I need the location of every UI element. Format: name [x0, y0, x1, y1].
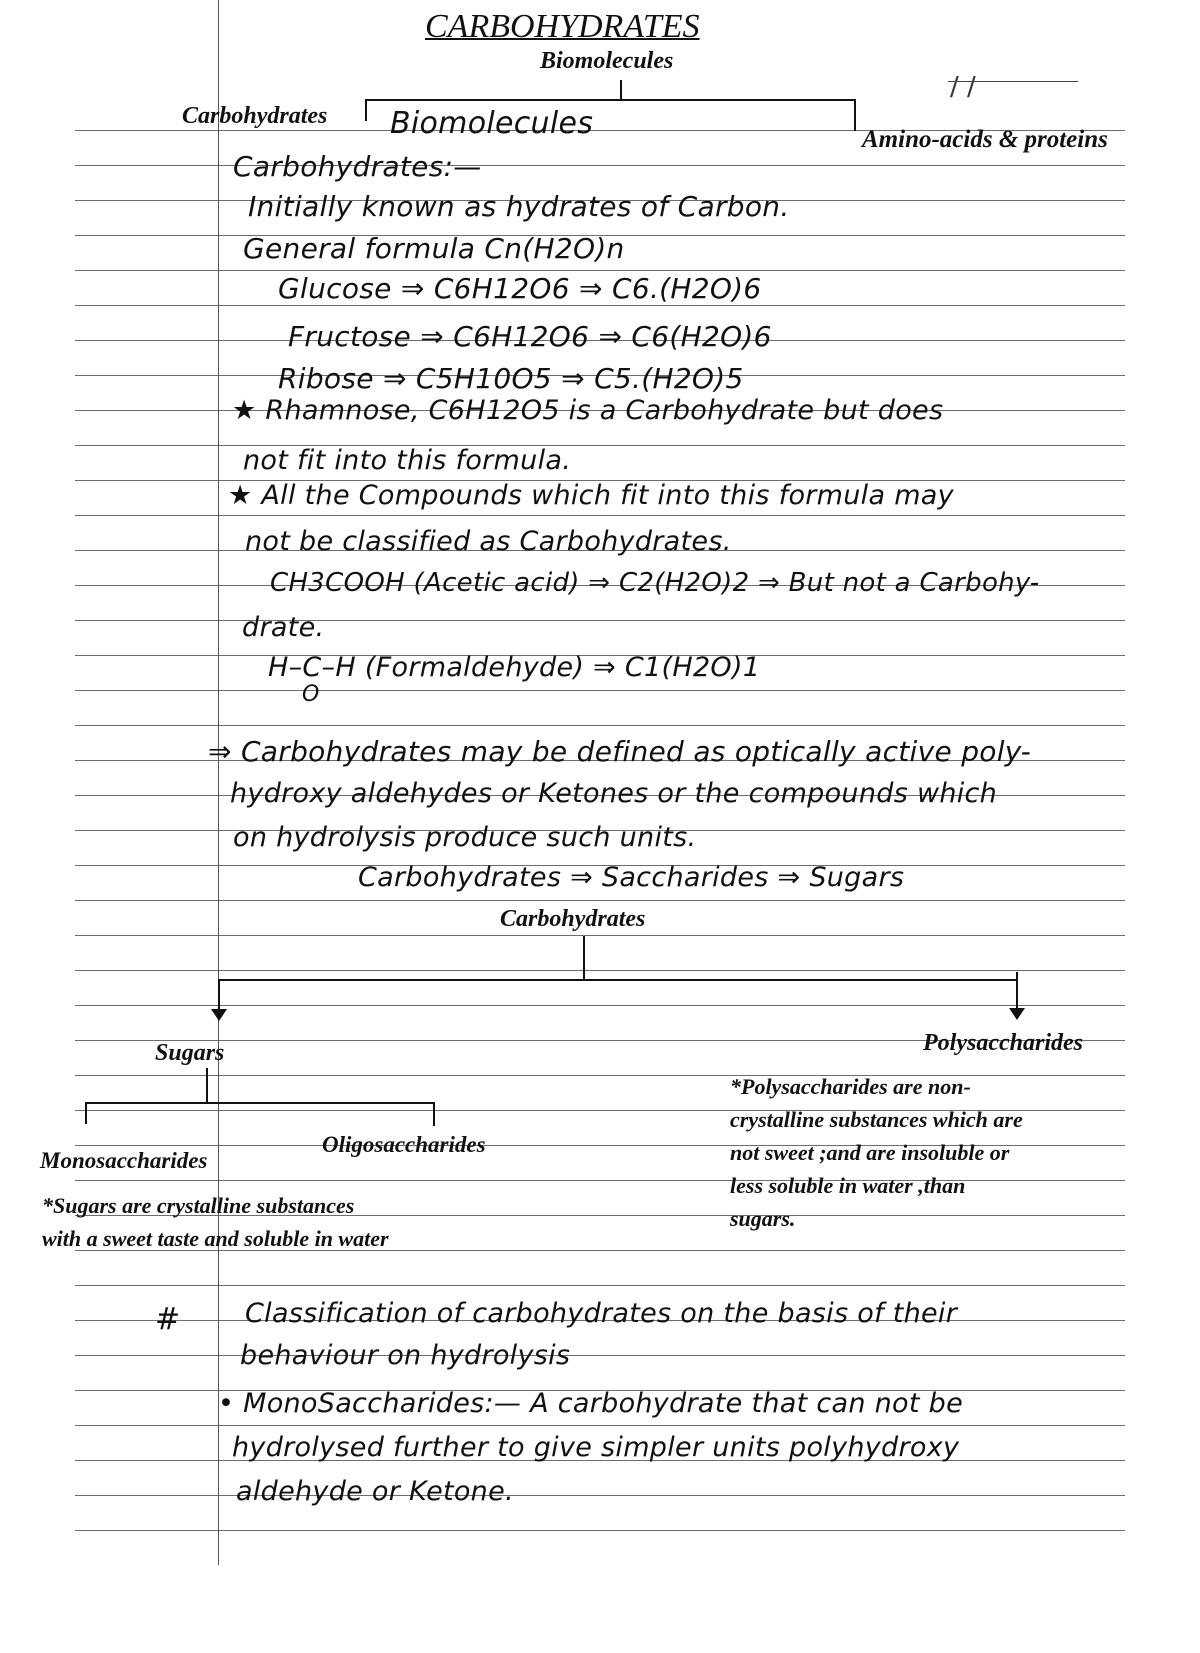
connector-line	[583, 936, 585, 980]
note-line: Ribose ⇒ C5H10O5 ⇒ C5.(H2O)5	[278, 362, 744, 395]
rule-line	[75, 305, 1125, 306]
rule-line	[75, 970, 1125, 971]
note-line: ⇒ Carbohydrates may be defined as optically active poly-	[208, 735, 1032, 768]
diagram-right-label: Amino-acids & proteins	[862, 126, 1108, 153]
note-line: Carbohydrates ⇒ Saccharides ⇒ Sugars	[358, 862, 905, 893]
diagram-root-label: Biomolecules	[540, 48, 674, 74]
sugars-label: Sugars	[155, 1040, 225, 1066]
sugars-note: with a sweet taste and soluble in water	[42, 1226, 389, 1251]
note-line: hydroxy aldehydes or Ketones or the compounds which	[230, 778, 998, 809]
note-line: H–C–H (Formaldehyde) ⇒ C1(H2O)1	[268, 652, 761, 683]
oligosaccharides-label: Oligosaccharides	[322, 1132, 486, 1157]
connector-line	[218, 979, 220, 1009]
note-line: not be classified as Carbohydrates.	[245, 526, 732, 557]
rule-line	[75, 1285, 1125, 1286]
connector-line	[365, 99, 856, 101]
connector-line	[218, 979, 1018, 981]
connector-line	[85, 1102, 87, 1124]
note-line: Initially known as hydrates of Carbon.	[248, 190, 790, 223]
arrow-down-icon	[1009, 1008, 1025, 1020]
rule-line	[75, 445, 1125, 446]
rule-line	[75, 725, 1125, 726]
rule-line	[75, 690, 1125, 691]
connector-line	[365, 99, 367, 121]
connector-line	[206, 1068, 208, 1104]
rule-line	[75, 1355, 1125, 1356]
classification-heading: Classification of carbohydrates on the basis of their	[245, 1298, 958, 1329]
note-line: General formula Cn(H2O)n	[243, 232, 625, 265]
hash-marker: #	[155, 1302, 181, 1337]
page-title: CARBOHYDRATES	[425, 8, 700, 45]
arrow-down-icon	[211, 1009, 227, 1021]
rule-line	[75, 900, 1125, 901]
rule-line	[75, 1005, 1125, 1006]
connector-line	[433, 1102, 435, 1126]
note-line: on hydrolysis produce such units.	[233, 822, 697, 853]
rule-line	[75, 1530, 1125, 1531]
note-line: Fructose ⇒ C6H12O6 ⇒ C6(H2O)6	[288, 320, 772, 353]
sugars-note: *Sugars are crystalline substances	[42, 1193, 355, 1218]
note-line: drate.	[242, 612, 325, 643]
classification-heading: behaviour on hydrolysis	[240, 1340, 571, 1371]
monosaccharide-definition: aldehyde or Ketone.	[236, 1476, 514, 1507]
polysaccharides-note: less soluble in water ,than	[730, 1173, 966, 1198]
monosaccharide-definition: • MonoSaccharides:— A carbohydrate that can not be	[218, 1388, 963, 1419]
note-line: not fit into this formula.	[243, 445, 572, 476]
note-line: ★ Rhamnose, C6H12O5 is a Carbohydrate but does	[232, 395, 944, 426]
connector-line	[85, 1102, 435, 1104]
polysaccharides-note: sugars.	[730, 1206, 796, 1231]
rule-line	[75, 620, 1125, 621]
date-underline	[948, 81, 1078, 82]
note-line: Carbohydrates:—	[233, 150, 482, 183]
connector-line	[854, 99, 856, 131]
rule-line	[75, 1425, 1125, 1426]
note-line: Glucose ⇒ C6H12O6 ⇒ C6.(H2O)6	[278, 272, 762, 305]
rule-line	[75, 1180, 1125, 1181]
note-line: Biomolecules	[390, 106, 594, 141]
note-line: CH3COOH (Acetic acid) ⇒ C2(H2O)2 ⇒ But not a Carbohy-	[270, 568, 1040, 598]
polysaccharides-note: not sweet ;and are insoluble or	[730, 1140, 1010, 1165]
date-placeholder: / /	[950, 72, 976, 102]
margin-line	[218, 0, 219, 1565]
connector-line	[1016, 972, 1018, 1010]
polysaccharides-note: *Polysaccharides are non-	[730, 1074, 971, 1099]
connector-line	[620, 80, 622, 100]
diagram-left-label: Carbohydrates	[182, 103, 328, 129]
diagram-root-label: Carbohydrates	[500, 906, 646, 932]
monosaccharide-definition: hydrolysed further to give simpler units polyhydroxy	[232, 1432, 960, 1463]
rule-line	[75, 935, 1125, 936]
monosaccharides-label: Monosaccharides	[40, 1148, 208, 1173]
polysaccharides-label: Polysaccharides	[923, 1030, 1083, 1056]
note-line: O	[302, 682, 320, 707]
rule-line	[75, 270, 1125, 271]
rule-line	[75, 1495, 1125, 1496]
rule-line	[75, 515, 1125, 516]
polysaccharides-note: crystalline substances which are	[730, 1107, 1023, 1132]
note-line: ★ All the Compounds which fit into this formula may	[228, 480, 954, 511]
